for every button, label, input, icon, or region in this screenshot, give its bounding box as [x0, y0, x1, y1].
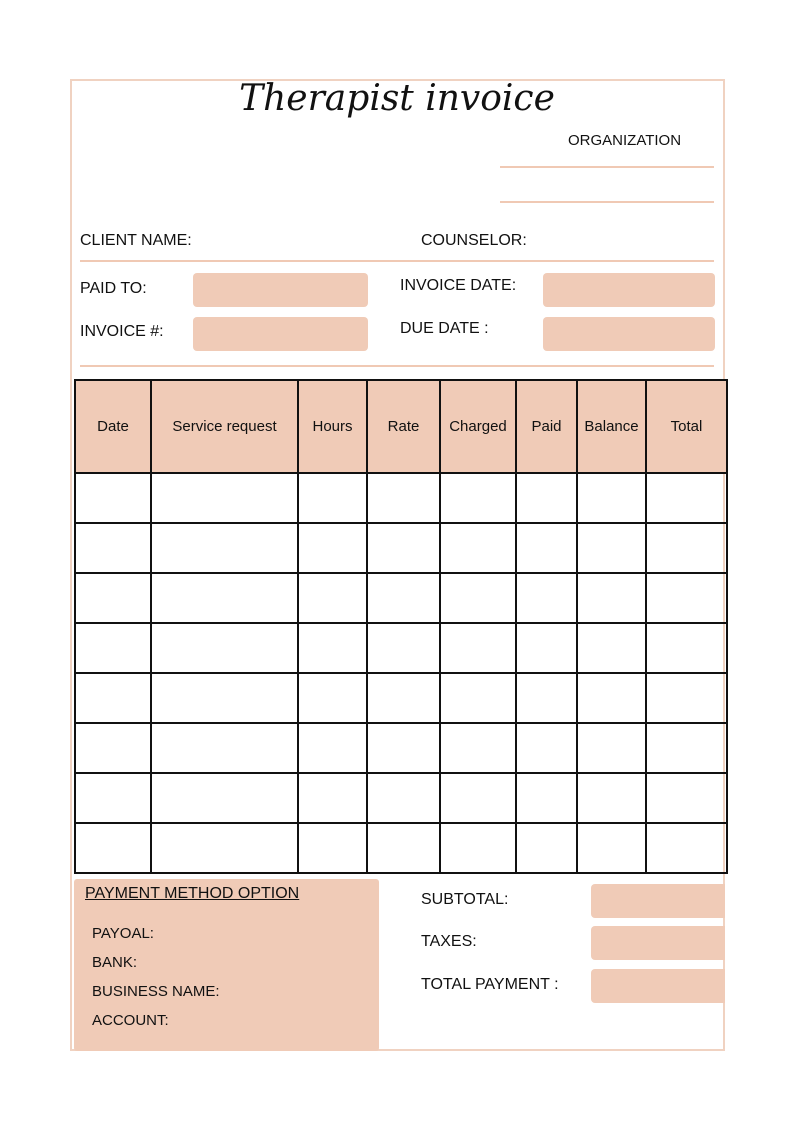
table-cell[interactable]	[75, 723, 151, 773]
table-cell[interactable]	[646, 673, 727, 723]
table-cell[interactable]	[516, 773, 577, 823]
table-cell[interactable]	[75, 823, 151, 873]
table-cell[interactable]	[440, 773, 516, 823]
table-cell[interactable]	[298, 773, 367, 823]
table-cell[interactable]	[516, 623, 577, 673]
payment-line-business-name[interactable]: BUSINESS NAME:	[92, 983, 220, 1000]
column-header-hours: Hours	[298, 380, 367, 473]
table-cell[interactable]	[151, 773, 298, 823]
table-cell[interactable]	[75, 523, 151, 573]
table-row	[75, 523, 727, 573]
table-cell[interactable]	[577, 623, 646, 673]
table-cell[interactable]	[646, 523, 727, 573]
table-cell[interactable]	[440, 673, 516, 723]
table-cell[interactable]	[440, 723, 516, 773]
table-cell[interactable]	[516, 723, 577, 773]
payment-line-bank[interactable]: BANK:	[92, 954, 138, 971]
total-payment-field[interactable]	[591, 969, 725, 1003]
organization-line-1[interactable]	[500, 166, 714, 168]
table-cell[interactable]	[577, 823, 646, 873]
table-cell[interactable]	[577, 473, 646, 523]
table-cell[interactable]	[577, 723, 646, 773]
table-cell[interactable]	[577, 573, 646, 623]
taxes-label: TAXES:	[421, 933, 477, 950]
table-cell[interactable]	[151, 573, 298, 623]
table-cell[interactable]	[298, 623, 367, 673]
table-cell[interactable]	[367, 723, 440, 773]
table-cell[interactable]	[298, 673, 367, 723]
table-cell[interactable]	[516, 673, 577, 723]
client-divider-line	[80, 260, 714, 262]
counselor-label: COUNSELOR:	[421, 232, 527, 249]
table-cell[interactable]	[440, 623, 516, 673]
table-row	[75, 773, 727, 823]
table-cell[interactable]	[298, 473, 367, 523]
table-cell[interactable]	[151, 473, 298, 523]
table-cell[interactable]	[151, 523, 298, 573]
invoice-date-label: INVOICE DATE:	[400, 277, 517, 294]
table-cell[interactable]	[151, 673, 298, 723]
table-cell[interactable]	[646, 473, 727, 523]
table-cell[interactable]	[516, 823, 577, 873]
due-date-label: DUE DATE :	[400, 320, 489, 337]
payment-method-title: PAYMENT METHOD OPTION	[85, 885, 300, 902]
column-header-service-request: Service request	[151, 380, 298, 473]
table-cell[interactable]	[75, 773, 151, 823]
paid-to-field[interactable]	[193, 273, 368, 307]
organization-label: ORGANIZATION	[568, 132, 682, 149]
table-header-row	[75, 380, 727, 473]
table-row	[75, 723, 727, 773]
table-cell[interactable]	[440, 523, 516, 573]
subtotal-label: SUBTOTAL:	[421, 891, 509, 908]
invoice-title: Therapist invoice	[239, 78, 555, 119]
table-cell[interactable]	[367, 573, 440, 623]
table-cell[interactable]	[151, 823, 298, 873]
payment-line-payoal[interactable]: PAYOAL:	[92, 925, 154, 942]
invoice-number-field[interactable]	[193, 317, 368, 351]
service-table	[74, 379, 728, 874]
table-cell[interactable]	[646, 623, 727, 673]
column-header-paid: Paid	[516, 380, 577, 473]
table-row	[75, 623, 727, 673]
taxes-field[interactable]	[591, 926, 725, 960]
table-cell[interactable]	[75, 623, 151, 673]
column-header-charged: Charged	[440, 380, 516, 473]
invoice-date-field[interactable]	[543, 273, 715, 307]
table-cell[interactable]	[367, 523, 440, 573]
table-cell[interactable]	[516, 573, 577, 623]
table-cell[interactable]	[367, 473, 440, 523]
table-cell[interactable]	[646, 573, 727, 623]
table-row	[75, 823, 727, 873]
table-cell[interactable]	[646, 773, 727, 823]
table-cell[interactable]	[440, 473, 516, 523]
due-date-field[interactable]	[543, 317, 715, 351]
table-cell[interactable]	[367, 773, 440, 823]
table-row	[75, 573, 727, 623]
table-cell[interactable]	[75, 673, 151, 723]
table-cell[interactable]	[367, 623, 440, 673]
table-cell[interactable]	[577, 773, 646, 823]
table-row	[75, 673, 727, 723]
organization-line-2[interactable]	[500, 201, 714, 203]
paid-to-label: PAID TO:	[80, 280, 147, 297]
invoice-number-label: INVOICE #:	[80, 323, 164, 340]
payment-method-box	[74, 879, 379, 1051]
table-cell[interactable]	[440, 823, 516, 873]
table-cell[interactable]	[298, 523, 367, 573]
column-header-date: Date	[75, 380, 151, 473]
table-cell[interactable]	[151, 623, 298, 673]
payment-line-account[interactable]: ACCOUNT:	[92, 1012, 169, 1029]
column-header-rate: Rate	[367, 380, 440, 473]
table-cell[interactable]	[151, 723, 298, 773]
table-cell[interactable]	[367, 673, 440, 723]
table-row	[75, 473, 727, 523]
table-cell[interactable]	[516, 473, 577, 523]
header-divider-line	[80, 365, 714, 367]
table-cell[interactable]	[440, 573, 516, 623]
table-cell[interactable]	[75, 473, 151, 523]
table-cell[interactable]	[367, 823, 440, 873]
total-payment-label: TOTAL PAYMENT :	[421, 976, 559, 993]
table-cell[interactable]	[646, 723, 727, 773]
table-cell[interactable]	[298, 573, 367, 623]
table-cell[interactable]	[298, 823, 367, 873]
table-body	[75, 473, 727, 873]
column-header-balance: Balance	[577, 380, 646, 473]
table-cell[interactable]	[577, 523, 646, 573]
table-cell[interactable]	[577, 673, 646, 723]
table-cell[interactable]	[646, 823, 727, 873]
column-header-total: Total	[646, 380, 727, 473]
table-cell[interactable]	[298, 723, 367, 773]
client-name-label: CLIENT NAME:	[80, 232, 192, 249]
subtotal-field[interactable]	[591, 884, 725, 918]
table-cell[interactable]	[75, 573, 151, 623]
table-cell[interactable]	[516, 523, 577, 573]
